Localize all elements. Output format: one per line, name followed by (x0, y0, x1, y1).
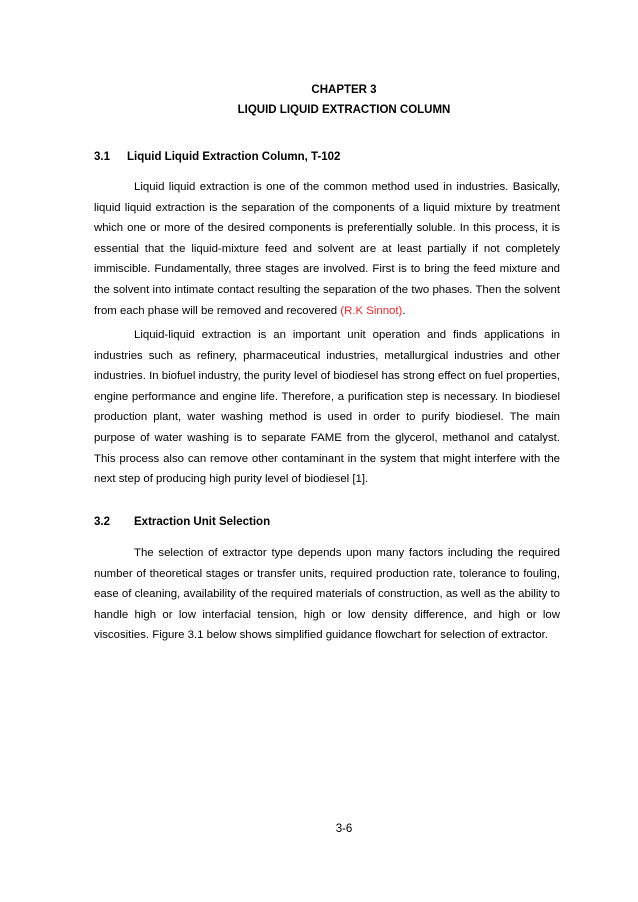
section-title: Liquid Liquid Extraction Column, T-102 (127, 151, 341, 163)
page-number: 3-6 (335, 823, 353, 835)
paragraph (94, 543, 560, 646)
chapter-title: LIQUID LIQUID EXTRACTION COLUMN (237, 104, 451, 116)
section-heading-3-1 (94, 151, 340, 163)
section-heading-3-2 (94, 516, 270, 528)
paragraph-text: The selection of extractor type depends upon many factors including the required number of theoretical stages or transfer units, required production rate, tolerance to fouling, ease of cleaning, availability of the required materials of construction, as well as the ability to handle high or low interfacial tension, high or low density difference, and high or low viscosities. Figure 3.1 below shows simplified guidance flowchart for selection of extractor. (94, 547, 560, 642)
paragraph-text: Liquid liquid extraction is one of the common method used in industries. Basically, liquid liquid extraction is the separation of the components of a liquid mixture by treatment which one or more of the desired components is preferentially soluble. In this process, it is essential that the liquid-mixture feed and solvent are at least partially if not completely immiscible. Fundamentally, three stages are involved. First is to bring the feed mixture and the solvent into intimate contact resulting the separation of the two phases. Then the solvent from each phase will be removed and recovered (94, 181, 560, 317)
chapter-number: CHAPTER 3 (311, 84, 377, 96)
paragraph-text: Liquid-liquid extraction is an important unit operation and finds applications in industries such as refinery, pharmaceutical industries, metallurgical industries and other industries. In biofuel industry, the purity level of biodiesel has strong effect on fuel properties, engine performance and engine life. Therefore, a purification step is necessary. In biodiesel production plant, water washing method is used in order to purify biodiesel. The main purpose of water washing is to separate FAME from the glycerol, methanol and catalyst. This process also can remove other contaminant in the system that might interfere with the next step of producing high purity level of biodiesel [1]. (94, 329, 560, 486)
paragraph (94, 177, 560, 321)
paragraph (94, 325, 560, 490)
section-number: 3.1 (94, 151, 110, 163)
citation: (R.K Sinnot) (340, 304, 403, 317)
paragraph-trailing: . (402, 304, 406, 317)
section-title: Extraction Unit Selection (134, 516, 271, 528)
section-number: 3.2 (94, 516, 110, 528)
